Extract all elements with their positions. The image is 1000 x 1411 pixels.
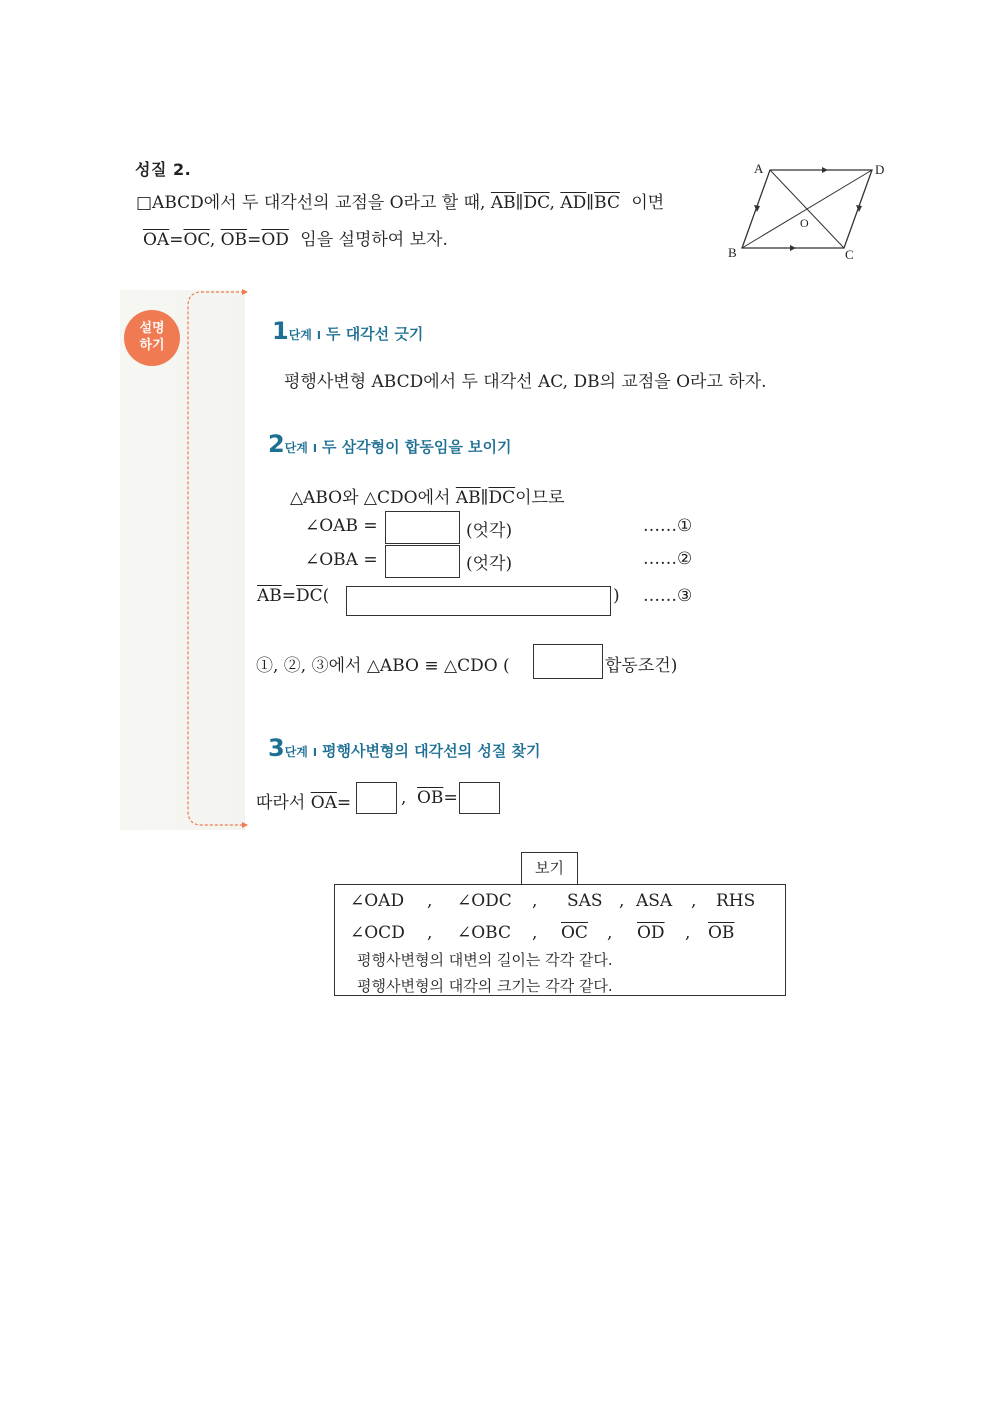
choice-sep: , [427,891,433,911]
seg-ab: $\overline{AB}$ [455,488,481,508]
conclusion-line [256,788,351,813]
seg-ob: $\overline{OB}$ [220,230,248,250]
explain-badge [124,310,180,366]
choice-sep: , [607,923,613,943]
vertex-a-label: A [754,161,764,176]
step2-intro-prefix: △ABO와 △CDO에서 [290,488,451,508]
point-o-label: O [800,216,809,230]
arrow-ad [822,167,828,173]
badge-line-1: 설명 [139,321,165,336]
seg-bc: $\overline{BC}$ [594,193,620,213]
marker-3: ……③ [643,586,693,606]
step2-intro [290,483,564,508]
choice-sas[interactable]: SAS [567,891,603,911]
answer-box-oa[interactable] [356,782,397,814]
equals: = [281,586,297,606]
step3-number: 3 [268,734,285,762]
step3-bar: I [312,746,317,759]
parallel-sign: ∥ [586,193,595,213]
alternate-angle-note-1: (엇각) [466,521,513,541]
choice-sep: , [685,923,691,943]
ab-equals-dc [257,586,329,606]
comma: , [549,193,555,213]
answer-box-angle-oba[interactable] [385,545,460,578]
ob-equals [417,788,458,808]
step2-intro-suffix: 이므로 [515,488,565,508]
choice-seg-ob[interactable]: $\overline{OB}$ [708,923,735,943]
seg-oa: $\overline{OA}$ [143,230,170,250]
answer-box-reason[interactable] [346,586,611,616]
choice-sep: , [691,891,697,911]
choice-sep: , [532,923,538,943]
step1-heading [272,317,423,345]
step3-dan: 단계 [284,745,308,759]
equals: = [169,230,184,250]
choice-opposite-angles[interactable]: 평행사변형의 대각의 크기는 각각 같다. [357,977,613,995]
parallel-sign: ∥ [515,193,524,213]
alternate-angle-note-2: (엇각) [466,554,513,574]
property-line-1 [136,188,664,213]
step1-text: 평행사변형 ABCD에서 두 대각선 AC, DB의 교점을 O라고 하자. [284,372,767,392]
seg-ab: $\overline{AB}$ [257,586,282,606]
seg-oc: $\overline{OC}$ [183,230,210,250]
equals: = [336,793,352,813]
step1-dan: 단계 [288,328,312,342]
comma: , [401,788,407,808]
step2-title: 두 삼각형이 합동임을 보이기 [321,438,512,456]
comma: , [209,230,216,250]
diagonal-db [742,170,872,248]
explanation-bracket [180,288,250,833]
answer-box-angle-oab[interactable] [385,511,460,544]
answer-box-congruence-condition[interactable] [533,644,603,679]
choice-angle-obc[interactable]: ∠OBC [457,923,511,943]
step1-title: 두 대각선 긋기 [325,325,424,343]
step2-number: 2 [268,430,285,458]
choice-angle-oad[interactable]: ∠OAD [350,891,405,911]
congruence-statement: ①, ②, ③에서 △ABO ≡ △CDO ( [256,656,510,676]
seg-dc: $\overline{DC}$ [523,193,550,213]
badge-line-2: 하기 [139,338,165,353]
property-title: 성질 2. [135,160,192,179]
bogi-box [334,884,786,996]
choice-seg-od[interactable]: $\overline{OD}$ [637,923,665,943]
angle-oba-label: ∠OBA = [305,550,378,570]
vertex-d-label: D [875,162,885,177]
step1-bar: I [316,329,321,342]
open-paren: ( [322,586,330,606]
choice-sep: , [427,923,433,943]
vertex-c-label: C [845,247,854,262]
step2-heading [268,430,512,458]
line1-suffix: 이면 [631,193,665,213]
marker-2: ……② [643,549,693,569]
seg-ob: $\overline{OB}$ [417,788,444,808]
parallel-sign: ∥ [480,488,489,508]
equals: = [247,230,262,250]
marker-1: ……① [643,516,693,536]
seg-dc: $\overline{DC}$ [488,488,516,508]
seg-dc: $\overline{DC}$ [296,586,323,606]
angle-oab-label: ∠OAB = [305,516,378,536]
property-line-2 [143,225,448,250]
choice-rhs[interactable]: RHS [716,891,756,911]
congruence-suffix: 합동조건) [605,656,678,676]
arrow-bc [790,245,796,251]
parallelogram-figure [720,155,895,265]
choice-angle-ocd[interactable]: ∠OCD [350,923,405,943]
step2-bar: I [312,442,317,455]
step3-heading [268,734,541,762]
choice-opposite-sides[interactable]: 평행사변형의 대변의 길이는 각각 같다. [357,951,613,969]
line2-suffix: 임을 설명하여 보자. [300,230,448,250]
equals: = [443,788,458,808]
seg-od: $\overline{OD}$ [261,230,289,250]
seg-oa: $\overline{OA}$ [310,793,337,813]
line1-prefix: □ABCD에서 두 대각선의 교점을 O라고 할 때, [136,193,486,213]
conclusion-prefix: 따라서 [256,793,306,813]
choice-asa[interactable]: ASA [636,891,673,911]
close-paren: ) [613,586,620,606]
seg-ad: $\overline{AD}$ [560,193,587,213]
choice-angle-odc[interactable]: ∠ODC [457,891,512,911]
step2-dan: 단계 [284,441,308,455]
seg-ab: $\overline{AB}$ [490,193,516,213]
answer-box-ob[interactable] [459,782,500,814]
vertex-b-label: B [728,245,737,260]
bogi-title: 보기 [521,852,578,884]
choice-sep: , [619,891,625,911]
choice-seg-oc[interactable]: $\overline{OC}$ [561,923,588,943]
step1-number: 1 [272,317,289,345]
step3-title: 평행사변형의 대각선의 성질 찾기 [321,742,541,760]
choice-sep: , [532,891,538,911]
